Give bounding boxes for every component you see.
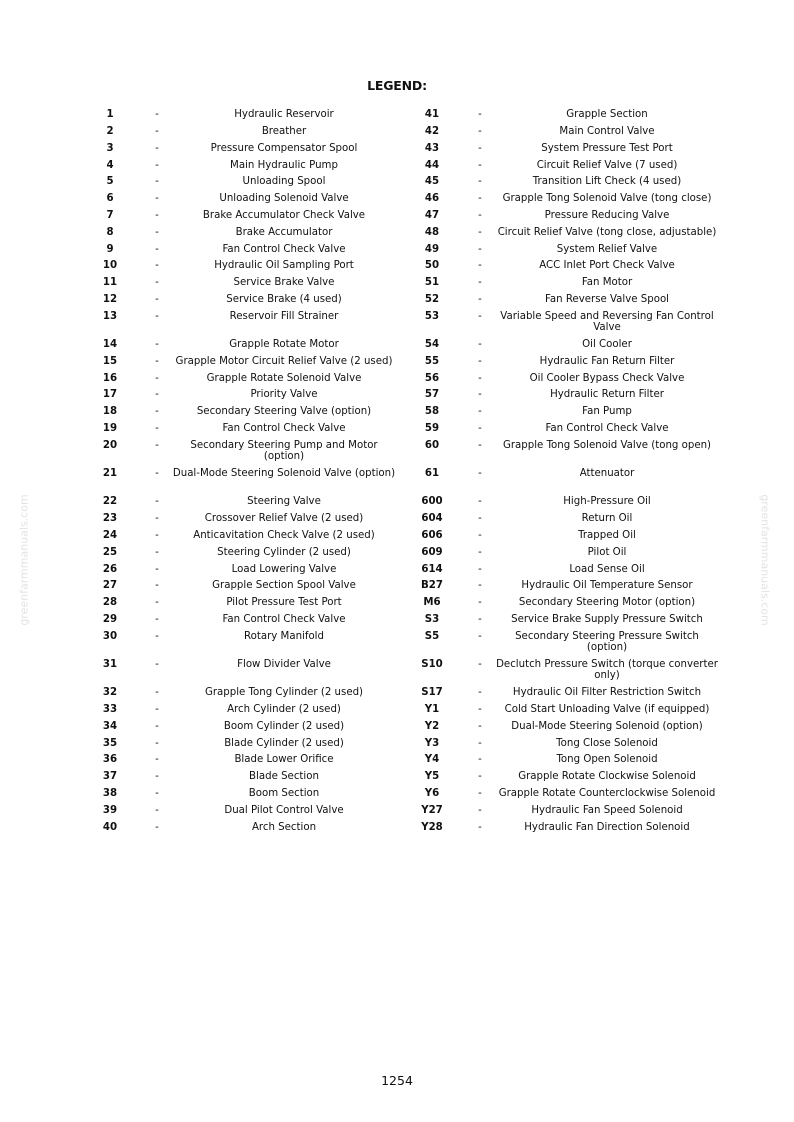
legend-item-number: 4 <box>106 160 114 171</box>
legend-item-description: Boom Section <box>248 788 320 799</box>
legend-item-description: Fan Control Check Valve <box>222 614 346 625</box>
legend-item-number: 48 <box>424 227 440 238</box>
legend-item-description: Secondary Steering Pressure Switch (option) <box>515 631 699 653</box>
legend-separator: - <box>478 406 482 417</box>
legend-item-description: Reservoir Fill Strainer <box>229 311 339 322</box>
legend-item-number: 43 <box>424 143 440 154</box>
legend-separator: - <box>478 631 482 642</box>
legend-item-description: Grapple Tong Solenoid Valve (tong open) <box>502 440 712 451</box>
legend-item-description: Hydraulic Fan Return Filter <box>539 356 675 367</box>
legend-item-description: Unloading Solenoid Valve <box>219 193 349 204</box>
legend-separator: - <box>155 160 159 171</box>
legend-item-number: 18 <box>102 406 118 417</box>
legend-item-description: Rotary Manifold <box>244 631 324 642</box>
legend-item-number: 17 <box>102 389 118 400</box>
legend-separator: - <box>478 109 482 120</box>
legend-separator: - <box>478 754 482 765</box>
legend-item-description: Grapple Tong Solenoid Valve (tong close) <box>502 193 712 204</box>
legend-item-number: 2 <box>106 126 114 137</box>
legend-item-number: 8 <box>106 227 114 238</box>
legend-item-number: 51 <box>424 277 440 288</box>
legend-item-number: 11 <box>102 277 118 288</box>
legend-item-description: Grapple Section <box>566 109 648 120</box>
legend-separator: - <box>478 564 482 575</box>
legend-separator: - <box>478 687 482 698</box>
legend-separator: - <box>155 754 159 765</box>
legend-item-description: Dual-Mode Steering Solenoid Valve (option) <box>172 468 396 479</box>
legend-item-description: Pressure Compensator Spool <box>210 143 358 154</box>
legend-item-number: 609 <box>421 547 443 558</box>
legend-item-number: 56 <box>424 373 440 384</box>
legend-item-description: Arch Section <box>251 822 317 833</box>
legend-separator: - <box>478 423 482 434</box>
legend-item-description: Grapple Tong Cylinder (2 used) <box>204 687 364 698</box>
legend-item-number: S17 <box>421 687 443 698</box>
legend-item-description: Grapple Rotate Counterclockwise Solenoid <box>498 788 716 799</box>
legend-separator: - <box>155 496 159 507</box>
legend-item-description: Steering Cylinder (2 used) <box>217 547 351 558</box>
legend-item-description: System Pressure Test Port <box>541 143 673 154</box>
legend-separator: - <box>478 468 482 479</box>
legend-item-description: Hydraulic Oil Filter Restriction Switch <box>512 687 702 698</box>
legend-item-number: 50 <box>424 260 440 271</box>
legend-separator: - <box>478 160 482 171</box>
legend-item-number: 59 <box>424 423 440 434</box>
legend-separator: - <box>478 614 482 625</box>
legend-item-number: M6 <box>423 597 441 608</box>
legend-item-description: Service Brake (4 used) <box>226 294 342 305</box>
legend-item-number: Y27 <box>421 805 443 816</box>
legend-item-number: 1 <box>106 109 114 120</box>
legend-item-number: 42 <box>424 126 440 137</box>
legend-item-description: Grapple Motor Circuit Relief Valve (2 used) <box>175 356 393 367</box>
legend-separator: - <box>478 440 482 451</box>
legend-separator: - <box>478 547 482 558</box>
legend-item-description: Grapple Rotate Motor <box>229 339 339 350</box>
legend-separator: - <box>478 659 482 670</box>
legend-separator: - <box>155 126 159 137</box>
watermark-right-text: greenfarmmanuals.com <box>758 494 772 626</box>
legend-item-number: 38 <box>102 788 118 799</box>
legend-separator: - <box>155 513 159 524</box>
legend-separator: - <box>155 788 159 799</box>
legend-separator: - <box>478 513 482 524</box>
legend-item-description: Dual-Mode Steering Solenoid (option) <box>511 721 703 732</box>
legend-item-number: 45 <box>424 176 440 187</box>
legend-item-number: 24 <box>102 530 118 541</box>
legend-separator: - <box>478 496 482 507</box>
legend-item-description: Pressure Reducing Valve <box>544 210 670 221</box>
legend-separator: - <box>155 468 159 479</box>
legend-item-description: Return Oil <box>581 513 633 524</box>
legend-item-number: 28 <box>102 597 118 608</box>
legend-item-number: 31 <box>102 659 118 670</box>
legend-item-number: 23 <box>102 513 118 524</box>
legend-separator: - <box>155 564 159 575</box>
legend-item-description: Crossover Relief Valve (2 used) <box>204 513 364 524</box>
legend-item-number: 3 <box>106 143 114 154</box>
legend-item-number: Y3 <box>424 738 440 749</box>
legend-separator: - <box>478 277 482 288</box>
legend-item-number: 14 <box>102 339 118 350</box>
legend-item-number: 37 <box>102 771 118 782</box>
legend-separator: - <box>478 294 482 305</box>
legend-item-description: Hydraulic Fan Speed Solenoid <box>531 805 683 816</box>
legend-separator: - <box>155 277 159 288</box>
legend-item-description: Grapple Rotate Solenoid Valve <box>206 373 362 384</box>
legend-separator: - <box>155 311 159 322</box>
legend-separator: - <box>478 580 482 591</box>
legend-separator: - <box>155 440 159 451</box>
legend-item-description: Brake Accumulator Check Valve <box>202 210 366 221</box>
legend-item-number: 15 <box>102 356 118 367</box>
legend-item-number: 614 <box>421 564 443 575</box>
legend-separator: - <box>155 631 159 642</box>
legend-item-number: 52 <box>424 294 440 305</box>
legend-item-number: 39 <box>102 805 118 816</box>
legend-item-number: 7 <box>106 210 114 221</box>
legend-item-description: Main Hydraulic Pump <box>230 160 338 171</box>
legend-separator: - <box>155 547 159 558</box>
legend-item-description: Secondary Steering Motor (option) <box>518 597 696 608</box>
legend-separator: - <box>478 788 482 799</box>
legend-separator: - <box>478 805 482 816</box>
legend-separator: - <box>478 176 482 187</box>
legend-item-number: 12 <box>102 294 118 305</box>
legend-title: LEGEND: <box>367 78 427 93</box>
legend-item-number: 32 <box>102 687 118 698</box>
legend-item-number: 16 <box>102 373 118 384</box>
legend-item-description: Breather <box>261 126 307 137</box>
legend-item-number: 40 <box>102 822 118 833</box>
legend-item-number: 35 <box>102 738 118 749</box>
legend-separator: - <box>478 738 482 749</box>
legend-separator: - <box>155 339 159 350</box>
legend-item-description: Hydraulic Reservoir <box>234 109 334 120</box>
legend-item-number: Y5 <box>424 771 440 782</box>
legend-item-description: Pilot Pressure Test Port <box>226 597 342 608</box>
legend-separator: - <box>155 244 159 255</box>
legend-item-number: 61 <box>424 468 440 479</box>
watermark-right <box>758 480 772 640</box>
legend-separator: - <box>155 659 159 670</box>
legend-separator: - <box>478 126 482 137</box>
legend-separator: - <box>478 822 482 833</box>
legend-item-description: Tong Close Solenoid <box>556 738 658 749</box>
legend-item-number: 19 <box>102 423 118 434</box>
legend-separator: - <box>155 193 159 204</box>
legend-item-number: 21 <box>102 468 118 479</box>
legend-item-number: 57 <box>424 389 440 400</box>
legend-separator: - <box>478 227 482 238</box>
legend-separator: - <box>155 406 159 417</box>
legend-separator: - <box>155 227 159 238</box>
legend-item-description: Pilot Oil <box>587 547 627 558</box>
legend-item-description: Trapped Oil <box>578 530 636 541</box>
page-number: 1254 <box>381 1073 413 1088</box>
legend-item-description: Blade Lower Orifice <box>234 754 334 765</box>
legend-item-number: 53 <box>424 311 440 322</box>
legend-item-description: Service Brake Valve <box>233 277 335 288</box>
legend-item-description: Fan Control Check Valve <box>222 244 346 255</box>
legend-separator: - <box>155 356 159 367</box>
legend-item-description: Anticavitation Check Valve (2 used) <box>193 530 375 541</box>
legend-separator: - <box>478 193 482 204</box>
legend-item-description: Steering Valve <box>247 496 321 507</box>
legend-item-description: Dual Pilot Control Valve <box>224 805 344 816</box>
legend-item-description: System Relief Valve <box>556 244 658 255</box>
legend-item-number: 47 <box>424 210 440 221</box>
legend-separator: - <box>155 143 159 154</box>
legend-separator: - <box>478 356 482 367</box>
legend-separator: - <box>155 738 159 749</box>
legend-item-number: Y1 <box>424 704 440 715</box>
legend-item-description: Fan Control Check Valve <box>222 423 346 434</box>
legend-item-description: Fan Control Check Valve <box>545 423 669 434</box>
legend-separator: - <box>478 260 482 271</box>
legend-item-description: Oil Cooler Bypass Check Valve <box>529 373 685 384</box>
legend-separator: - <box>478 311 482 322</box>
legend-separator: - <box>478 339 482 350</box>
legend-separator: - <box>155 389 159 400</box>
legend-item-number: 26 <box>102 564 118 575</box>
legend-item-description: Circuit Relief Valve (7 used) <box>536 160 678 171</box>
legend-item-description: Oil Cooler <box>582 339 632 350</box>
legend-item-description: Unloading Spool <box>242 176 326 187</box>
legend-separator: - <box>155 614 159 625</box>
legend-separator: - <box>478 373 482 384</box>
legend-separator: - <box>155 210 159 221</box>
legend-item-number: 58 <box>424 406 440 417</box>
legend-item-number: 44 <box>424 160 440 171</box>
legend-item-number: Y2 <box>424 721 440 732</box>
legend-item-description: Hydraulic Oil Sampling Port <box>214 260 354 271</box>
legend-item-description: Attenuator <box>579 468 635 479</box>
legend-separator: - <box>478 704 482 715</box>
legend-item-number: 600 <box>421 496 443 507</box>
legend-separator: - <box>478 597 482 608</box>
legend-item-description: Load Lowering Valve <box>231 564 337 575</box>
legend-separator: - <box>155 423 159 434</box>
legend-item-number: 25 <box>102 547 118 558</box>
legend-item-number: 49 <box>424 244 440 255</box>
legend-separator: - <box>155 260 159 271</box>
legend-item-description: Hydraulic Oil Temperature Sensor <box>521 580 693 591</box>
legend-item-number: 60 <box>424 440 440 451</box>
legend-item-description: Fan Reverse Valve Spool <box>544 294 670 305</box>
legend-item-description: Main Control Valve <box>559 126 655 137</box>
legend-item-description: Flow Divider Valve <box>237 659 331 670</box>
legend-item-number: B27 <box>421 580 443 591</box>
legend-item-description: Fan Pump <box>582 406 632 417</box>
legend-item-number: 30 <box>102 631 118 642</box>
legend-separator: - <box>155 176 159 187</box>
legend-separator: - <box>155 530 159 541</box>
legend-separator: - <box>155 805 159 816</box>
legend-separator: - <box>478 244 482 255</box>
legend-item-number: 13 <box>102 311 118 322</box>
legend-item-description: Hydraulic Return Filter <box>550 389 664 400</box>
legend-separator: - <box>155 822 159 833</box>
watermark-left <box>17 480 31 640</box>
legend-item-description: Transition Lift Check (4 used) <box>532 176 682 187</box>
legend-item-description: Secondary Steering Pump and Motor (option) <box>190 440 378 462</box>
legend-item-number: 20 <box>102 440 118 451</box>
legend-separator: - <box>155 771 159 782</box>
legend-item-description: ACC Inlet Port Check Valve <box>539 260 675 271</box>
legend-separator: - <box>155 109 159 120</box>
legend-separator: - <box>155 597 159 608</box>
legend-item-number: S10 <box>421 659 443 670</box>
legend-item-number: 29 <box>102 614 118 625</box>
legend-item-number: 604 <box>421 513 443 524</box>
legend-separator: - <box>478 143 482 154</box>
legend-separator: - <box>155 721 159 732</box>
legend-separator: - <box>478 389 482 400</box>
legend-item-number: 36 <box>102 754 118 765</box>
legend-item-description: Service Brake Supply Pressure Switch <box>511 614 703 625</box>
legend-separator: - <box>155 294 159 305</box>
legend-item-number: 55 <box>424 356 440 367</box>
legend-item-description: Priority Valve <box>250 389 318 400</box>
legend-item-number: 6 <box>106 193 114 204</box>
legend-separator: - <box>478 771 482 782</box>
legend-item-number: S3 <box>424 614 440 625</box>
legend-item-description: Hydraulic Fan Direction Solenoid <box>524 822 690 833</box>
legend-item-number: 54 <box>424 339 440 350</box>
legend-item-description: Declutch Pressure Switch (torque converter only) <box>496 659 718 681</box>
legend-item-description: Boom Cylinder (2 used) <box>223 721 345 732</box>
legend-item-description: Grapple Section Spool Valve <box>212 580 356 591</box>
legend-separator: - <box>478 210 482 221</box>
legend-item-description: Grapple Rotate Clockwise Solenoid <box>518 771 696 782</box>
legend-separator: - <box>478 721 482 732</box>
legend-separator: - <box>478 530 482 541</box>
legend-separator: - <box>155 373 159 384</box>
legend-item-number: 10 <box>102 260 118 271</box>
legend-separator: - <box>155 704 159 715</box>
legend-item-description: High-Pressure Oil <box>563 496 651 507</box>
legend-item-description: Secondary Steering Valve (option) <box>196 406 372 417</box>
legend-item-number: 27 <box>102 580 118 591</box>
legend-item-description: Tong Open Solenoid <box>556 754 658 765</box>
legend-item-number: 34 <box>102 721 118 732</box>
legend-item-description: Load Sense Oil <box>569 564 645 575</box>
legend-item-description: Blade Section <box>249 771 319 782</box>
legend-separator: - <box>155 580 159 591</box>
legend-item-number: Y6 <box>424 788 440 799</box>
legend-item-number: Y28 <box>421 822 443 833</box>
legend-item-number: 41 <box>424 109 440 120</box>
legend-item-description: Circuit Relief Valve (tong close, adjustable) <box>497 227 717 238</box>
legend-item-description: Blade Cylinder (2 used) <box>224 738 344 749</box>
legend-item-number: 606 <box>421 530 443 541</box>
legend-item-description: Cold Start Unloading Valve (if equipped) <box>504 704 710 715</box>
legend-item-description: Brake Accumulator <box>235 227 333 238</box>
legend-item-description: Arch Cylinder (2 used) <box>227 704 341 715</box>
legend-item-number: Y4 <box>424 754 440 765</box>
legend-item-number: 22 <box>102 496 118 507</box>
legend-item-number: 33 <box>102 704 118 715</box>
legend-item-number: 46 <box>424 193 440 204</box>
legend-item-number: 5 <box>106 176 114 187</box>
legend-item-description: Fan Motor <box>581 277 633 288</box>
legend-item-number: 9 <box>106 244 114 255</box>
legend-item-description: Variable Speed and Reversing Fan Control Valve <box>500 311 714 333</box>
legend-separator: - <box>155 687 159 698</box>
watermark-left-text: greenfarmmanuals.com <box>17 494 31 626</box>
legend-item-number: S5 <box>424 631 440 642</box>
